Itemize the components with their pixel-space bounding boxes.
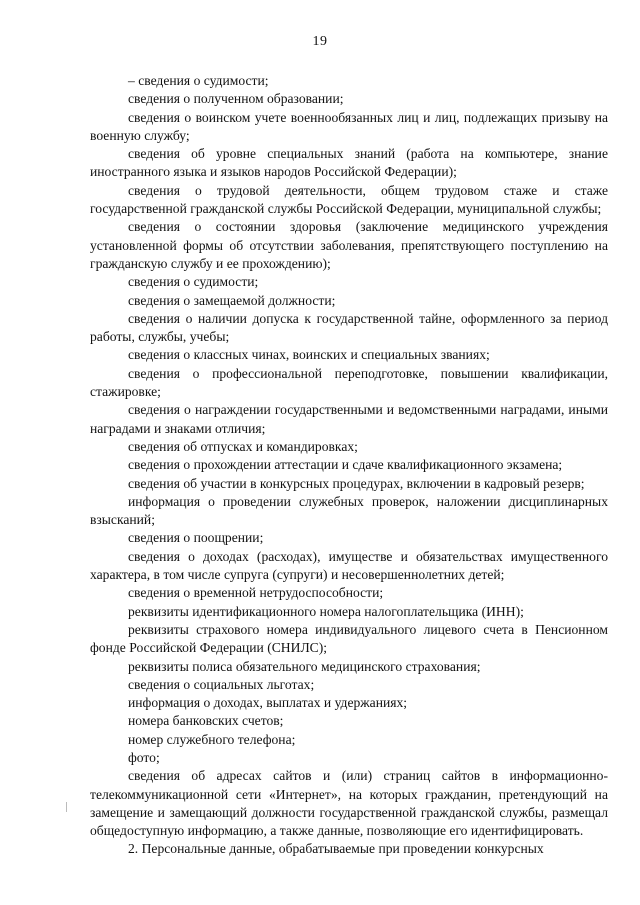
list-item: сведения о замещаемой должности; <box>128 292 336 308</box>
list-item: информация о доходах, выплатах и удержаниях; <box>128 695 408 711</box>
list-item: сведения о трудовой деятельности, общем трудовом стаже и стаже государственной гражданской службы Российской Федерации, муниципальной службы; <box>90 182 608 217</box>
list-item: сведения о профессиональной переподготовке, повышении квалификации, стажировке; <box>90 365 608 400</box>
list-item: сведения о временной нетрудоспособности; <box>128 585 384 601</box>
list-item: сведения об адресах сайтов и (или) страниц сайтов в информационно-телекоммуникационной сети «Интернет», на которых гражданин, претендующий на замещение и замещающий должности государственной гражданской службы, размещал общедоступную информацию, а также данные, позволяющие его идентифицировать. <box>90 768 608 839</box>
list-item: сведения о классных чинах, воинских и специальных званиях; <box>128 347 490 363</box>
list-item: информация о проведении служебных проверок, наложении дисциплинарных взысканий; <box>90 493 608 528</box>
list-item: сведения о состоянии здоровья (заключение медицинского учреждения установленной формы об отсутствии заболевания, препятствующего поступлению на гражданскую службу и ее прохождению); <box>90 219 608 271</box>
list-item: реквизиты страхового номера индивидуального лицевого счета в Пенсионном фонде Российской Федерации (СНИЛС); <box>90 621 608 656</box>
list-item: сведения о полученном образовании; <box>128 91 344 107</box>
list-item: сведения об участии в конкурсных процедурах, включении в кадровый резерв; <box>128 475 585 491</box>
section-paragraph: 2. Персональные данные, обрабатываемые при проведении конкурсных <box>128 841 544 857</box>
list-item: номер служебного телефона; <box>128 731 296 747</box>
page-body <box>90 72 608 859</box>
list-item: реквизиты полиса обязательного медицинского страхования; <box>128 658 481 674</box>
list-item: сведения о награждении государственными и ведомственными наградами, иными наградами и знаками отличия; <box>90 402 608 436</box>
list-item: сведения о социальных льготах; <box>128 676 315 692</box>
list-item: сведения о доходах (расходах), имуществе и обязательствах имущественного характера, в том числе супруга (супруги) и несовершеннолетних детей; <box>90 548 608 583</box>
list-item: реквизиты идентификационного номера налогоплательщика (ИНН); <box>128 603 524 619</box>
page-number: 19 <box>312 34 328 49</box>
list-item: сведения о судимости; <box>128 274 259 290</box>
list-item: сведения об уровне специальных знаний (работа на компьютере, знание иностранного языка и языков народов Российской Федерации); <box>90 146 608 180</box>
list-item: – сведения о судимости; <box>128 73 269 88</box>
list-item: сведения о поощрении; <box>128 530 264 546</box>
list-item: фото; <box>128 749 160 765</box>
list-item: сведения о прохождении аттестации и сдаче квалификационного экзамена; <box>128 457 563 473</box>
list-item: номера банковских счетов; <box>128 713 284 729</box>
list-item: сведения о наличии допуска к государственной тайне, оформленного за период работы, службы, учебы; <box>90 310 608 345</box>
list-item: сведения о воинском учете военнообязанных лиц и лиц, подлежащих призыву на военную службу; <box>90 109 608 143</box>
margin-mark <box>66 802 67 812</box>
list-item: сведения об отпусках и командировках; <box>128 438 358 454</box>
